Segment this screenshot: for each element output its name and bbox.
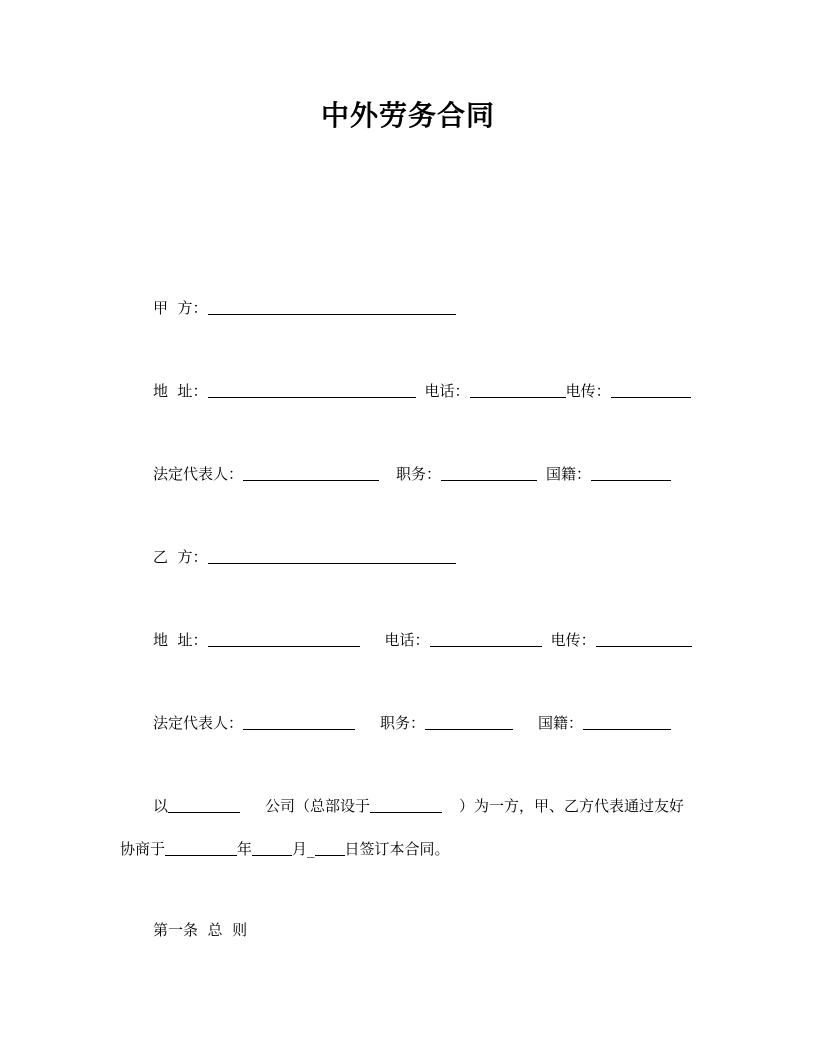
party-b-position-label: 职务： xyxy=(380,714,426,732)
party-b-address-row xyxy=(153,630,692,650)
party-a-position-label: 职务： xyxy=(396,465,442,483)
party-b-phone-label: 电话： xyxy=(384,631,430,649)
party-b-rep-row xyxy=(153,713,671,733)
headquarters-blank[interactable] xyxy=(370,796,442,813)
month-label: 月 xyxy=(292,840,308,858)
party-b-address-label: 地 址： xyxy=(153,631,208,649)
party-a-fax-label: 电传： xyxy=(565,382,611,400)
party-a-name-label: 甲 方： xyxy=(153,299,208,317)
party-b-rep-label: 法定代表人： xyxy=(153,714,244,732)
party-a-rep-row xyxy=(153,464,671,484)
party-b-address-blank[interactable] xyxy=(208,630,360,647)
party-b-fax-label: 电传： xyxy=(550,631,596,649)
intro-negotiate-text: 协商于 xyxy=(120,840,166,858)
party-a-position-blank[interactable] xyxy=(441,464,537,481)
day-blank[interactable] xyxy=(315,839,345,856)
party-b-nationality-blank[interactable] xyxy=(583,713,671,730)
article-1-heading: 第一条 总 则 xyxy=(153,921,248,939)
party-a-nationality-blank[interactable] xyxy=(591,464,671,481)
party-b-rep-blank[interactable] xyxy=(243,713,355,730)
document-title: 中外劳务合同 xyxy=(320,99,495,132)
party-b-name-label: 乙 方： xyxy=(153,548,208,566)
intro-party-text: ）为一方，甲、乙方代表通过友好 xyxy=(459,797,685,815)
intro-word-yi: 以 xyxy=(153,797,169,815)
year-blank[interactable] xyxy=(165,839,237,856)
party-a-phone-label: 电话： xyxy=(424,382,470,400)
party-b-name-row xyxy=(153,547,456,567)
party-a-fax-blank[interactable] xyxy=(611,381,691,398)
party-b-nationality-label: 国籍： xyxy=(538,714,584,732)
underscore-mark: _ xyxy=(307,840,315,858)
company-name-blank[interactable] xyxy=(168,796,240,813)
party-b-phone-blank[interactable] xyxy=(430,630,542,647)
party-b-name-blank[interactable] xyxy=(208,547,456,564)
year-label: 年 xyxy=(237,840,253,858)
intro-line-2 xyxy=(120,839,450,859)
intro-line-1 xyxy=(153,796,684,816)
party-a-rep-blank[interactable] xyxy=(243,464,379,481)
day-sign-text: 日签订本合同。 xyxy=(344,840,450,858)
party-a-address-blank[interactable] xyxy=(208,381,416,398)
party-a-rep-label: 法定代表人： xyxy=(153,465,244,483)
party-b-fax-blank[interactable] xyxy=(596,630,692,647)
party-a-name-row xyxy=(153,298,456,318)
intro-company-text: 公司（总部设于 xyxy=(265,797,371,815)
party-a-nationality-label: 国籍： xyxy=(546,465,592,483)
party-a-phone-blank[interactable] xyxy=(470,381,566,398)
party-a-address-row xyxy=(153,381,691,401)
party-b-position-blank[interactable] xyxy=(425,713,513,730)
month-blank[interactable] xyxy=(252,839,292,856)
party-a-address-label: 地 址： xyxy=(153,382,208,400)
party-a-name-blank[interactable] xyxy=(208,298,456,315)
